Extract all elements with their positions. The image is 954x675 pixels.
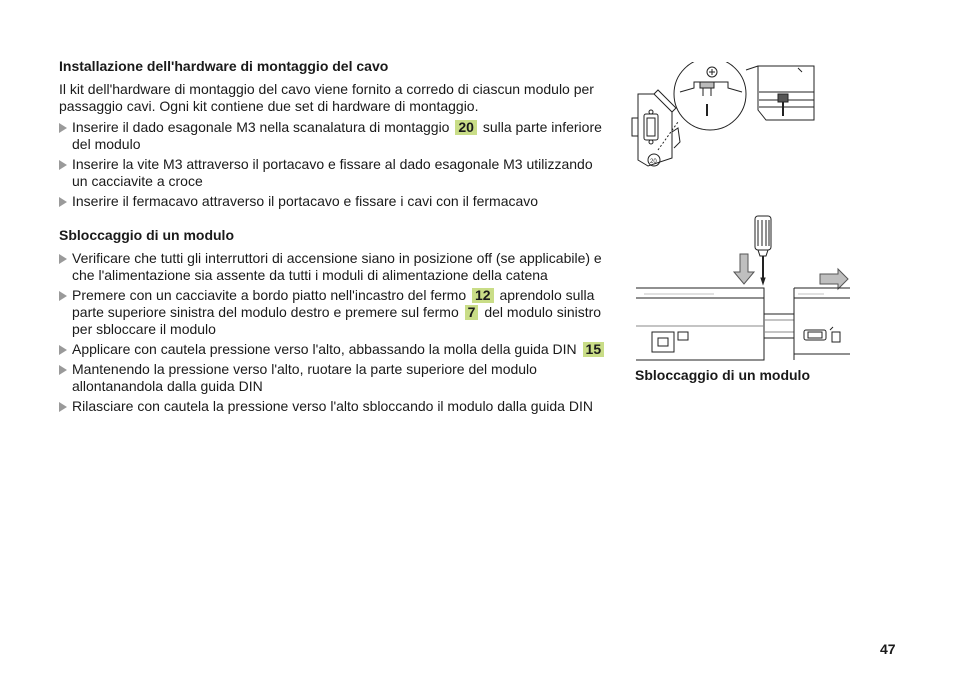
bullet-arrow-icon (59, 160, 67, 170)
list-item: Rilasciare con cautela la pressione verso l'alto sbloccando il modulo dalla guida DIN (59, 398, 611, 415)
text-column (59, 58, 611, 418)
callout-badge: 12 (472, 288, 494, 303)
steps-list-cable-hardware (59, 119, 611, 210)
figure-caption: Sbloccaggio di un modulo (635, 367, 810, 383)
section-heading-unlock: Sbloccaggio di un modulo (59, 227, 234, 243)
bullet-arrow-icon (59, 254, 67, 264)
section-heading-cable-hardware: Installazione dell'hardware di montaggio del cavo (59, 58, 389, 74)
callout-badge: 7 (465, 305, 479, 320)
bullet-arrow-icon (59, 365, 67, 375)
module-unlock-illustration (634, 214, 852, 364)
bullet-arrow-icon (59, 291, 67, 301)
intro-paragraph: Il kit dell'hardware di montaggio del cavo viene fornito a corredo di ciascun modulo per passaggio cavi. Ogni kit contiene due set di hardware di montaggio. (59, 81, 594, 114)
list-item: Verificare che tutti gli interruttori di accensione siano in posizione off (se applicabile) e che l'alimentazione sia assente da tutti i moduli di alimentazione della catena (59, 250, 611, 284)
bullet-arrow-icon (59, 402, 67, 412)
list-item: Inserire il fermacavo attraverso il portacavo e fissare i cavi con il fermacavo (59, 193, 611, 210)
cable-mount-illustration (628, 62, 820, 174)
section-unlock-module (59, 227, 611, 415)
callout-badge: 15 (583, 342, 605, 357)
svg-text:20: 20 (650, 159, 657, 165)
list-item: Mantenendo la pressione verso l'alto, ruotare la parte superiore del modulo allontanandola dalla guida DIN (59, 361, 611, 395)
bullet-arrow-icon (59, 197, 67, 207)
list-item: Applicare con cautela pressione verso l'alto, abbassando la molla della guida DIN 15 (59, 341, 611, 358)
list-item: Inserire il dado esagonale M3 nella scanalatura di montaggio 20 sulla parte inferiore del modulo (59, 119, 611, 153)
list-item: Inserire la vite M3 attraverso il portacavo e fissare al dado esagonale M3 utilizzando un cacciavite a croce (59, 156, 611, 190)
list-item: Premere con un cacciavite a bordo piatto nell'incastro del fermo 12 aprendolo sulla parte superiore sinistra del modulo destro e premere sul fermo 7 del modulo sinistro per sbloccare il modulo (59, 287, 611, 338)
steps-list-unlock (59, 250, 611, 415)
bullet-arrow-icon (59, 123, 67, 133)
bullet-arrow-icon (59, 345, 67, 355)
page-number: 47 (880, 641, 896, 657)
callout-badge: 20 (455, 120, 477, 135)
